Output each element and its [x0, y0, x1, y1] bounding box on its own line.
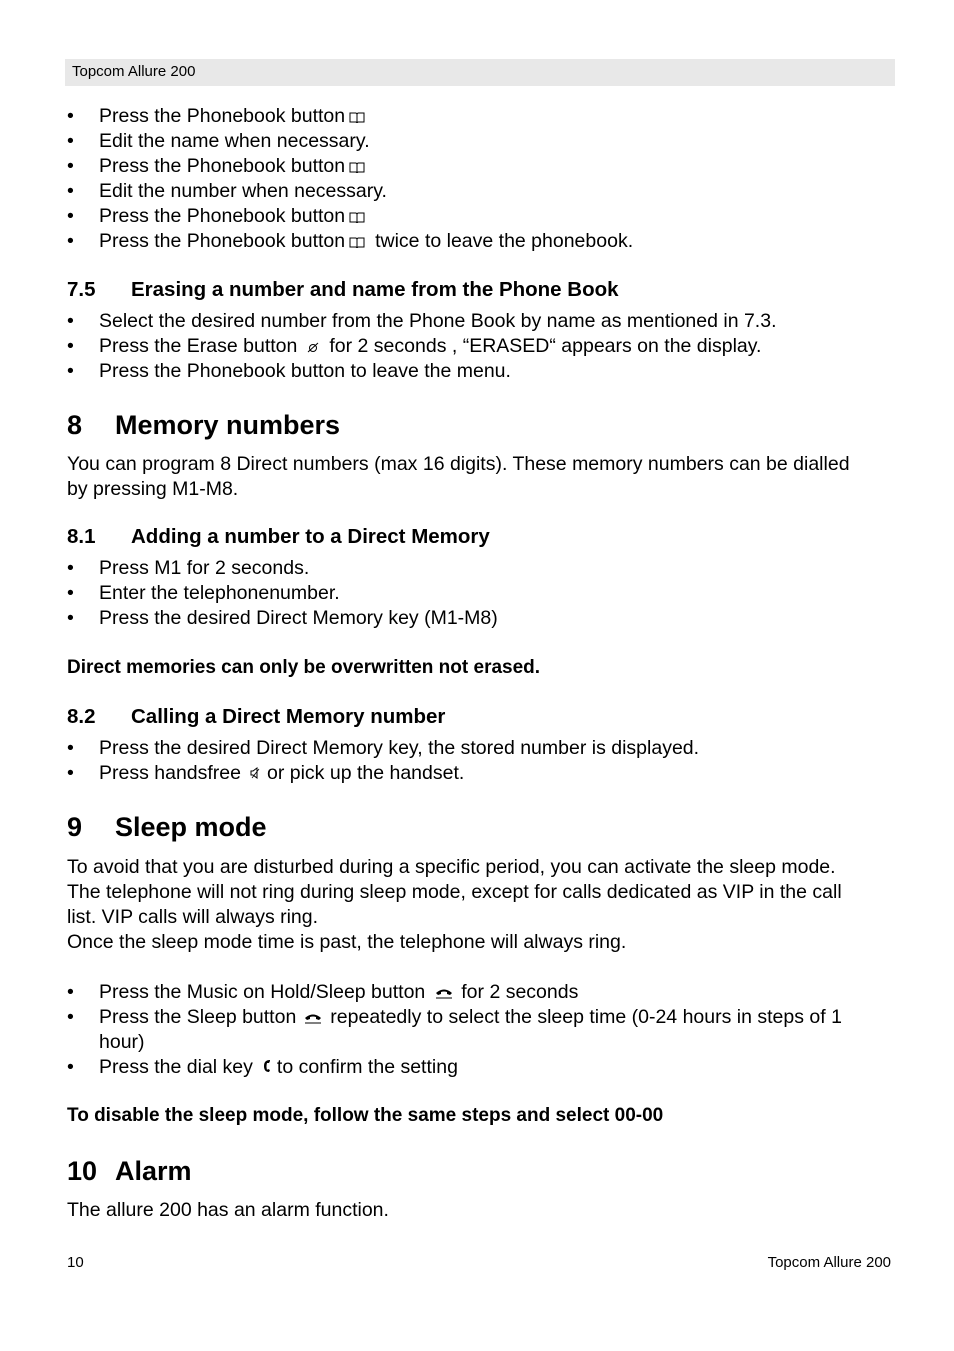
note-text: To disable the sleep mode, follow the same steps and select 00-00 — [67, 1105, 664, 1126]
book-icon — [349, 155, 365, 179]
section-number: 8.1 — [67, 525, 96, 548]
bullet-marker: • — [67, 310, 74, 332]
paragraph-line: To avoid that you are disturbed during a specific period, you can activate the sleep mode. — [67, 856, 836, 878]
list-item: Press the Erase button for 2 seconds , “ERASED“ appears on the display. — [99, 335, 762, 357]
bullet-marker: • — [67, 582, 74, 604]
bullet-marker: • — [67, 1006, 74, 1028]
list-item-continuation: hour) — [99, 1031, 145, 1053]
list-item: Press the Phonebook button to leave the menu. — [99, 360, 511, 382]
list-item: Press the Phonebook button — [99, 154, 369, 179]
list-item: Enter the telephonenumber. — [99, 582, 340, 604]
page-number: 10 — [67, 1254, 84, 1271]
list-item: Press the Sleep button repeatedly to select the sleep time (0-24 hours in steps of 1 — [99, 1006, 842, 1028]
paragraph-line: list. VIP calls will always ring. — [67, 906, 319, 928]
bullet-marker: • — [67, 205, 74, 227]
section-number: 8.2 — [67, 705, 96, 728]
list-item: Press the Music on Hold/Sleep button for 2 seconds — [99, 981, 579, 1003]
bullet-marker: • — [67, 130, 74, 152]
list-item: Press the Phonebook button — [99, 204, 369, 229]
chapter-heading: Sleep mode — [115, 812, 267, 842]
paragraph-line: The telephone will not ring during sleep mode, except for calls dedicated as VIP in the call — [67, 881, 842, 903]
bullet-marker: • — [67, 981, 74, 1003]
handset-icon — [304, 1006, 322, 1030]
bullet-marker: • — [67, 607, 74, 629]
erase-icon — [307, 335, 319, 359]
chapter-heading: Memory numbers — [115, 410, 341, 440]
list-item: Press the Phonebook button — [99, 104, 369, 129]
chapter-heading: Alarm — [115, 1156, 192, 1186]
bullet-marker: • — [67, 155, 74, 177]
paragraph-line: by pressing M1-M8. — [67, 478, 239, 500]
page-header — [65, 59, 895, 86]
paragraph-line: Once the sleep mode time is past, the telephone will always ring. — [67, 931, 627, 953]
bullet-marker: • — [67, 1056, 74, 1078]
bullet-marker: • — [67, 180, 74, 202]
bullet-marker: • — [67, 737, 74, 759]
list-item: Press M1 for 2 seconds. — [99, 557, 310, 579]
bullet-marker: • — [67, 557, 74, 579]
section-number: 7.5 — [67, 278, 96, 301]
footer-title: Topcom Allure 200 — [767, 1254, 891, 1271]
bullet-marker: • — [67, 762, 74, 784]
section-heading: Erasing a number and name from the Phone Book — [131, 278, 619, 301]
speaker-icon — [249, 762, 261, 786]
handset-icon — [435, 981, 453, 1005]
header-title: Topcom Allure 200 — [72, 63, 196, 80]
chapter-number: 9 — [67, 812, 83, 842]
bullet-marker: • — [67, 360, 74, 382]
section-heading: Calling a Direct Memory number — [131, 705, 446, 728]
list-item: Edit the number when necessary. — [99, 180, 387, 202]
book-icon — [349, 105, 365, 129]
bullet-marker: • — [67, 105, 74, 127]
list-item: Press handsfree or pick up the handset. — [99, 762, 465, 784]
bullet-marker: • — [67, 230, 74, 252]
section-heading: Adding a number to a Direct Memory — [131, 525, 490, 548]
book-icon — [349, 205, 365, 229]
chapter-number: 10 — [67, 1156, 98, 1186]
note-text: Direct memories can only be overwritten not erased. — [67, 657, 541, 678]
dial-icon — [261, 1056, 273, 1080]
chapter-number: 8 — [67, 410, 83, 440]
list-item: Edit the name when necessary. — [99, 130, 370, 152]
list-item: Press the dial key to confirm the setting — [99, 1056, 458, 1078]
list-item: Press the desired Direct Memory key (M1-M8) — [99, 607, 498, 629]
book-icon — [349, 230, 365, 254]
list-item: Press the desired Direct Memory key, the stored number is displayed. — [99, 737, 700, 759]
list-item: Press the Phonebook button twice to leave the phonebook. — [99, 230, 634, 252]
list-item: Select the desired number from the Phone Book by name as mentioned in 7.3. — [99, 310, 777, 332]
paragraph-line: You can program 8 Direct numbers (max 16 digits). These memory numbers can be dialled — [67, 453, 850, 475]
bullet-marker: • — [67, 335, 74, 357]
paragraph-line: The allure 200 has an alarm function. — [67, 1199, 389, 1221]
